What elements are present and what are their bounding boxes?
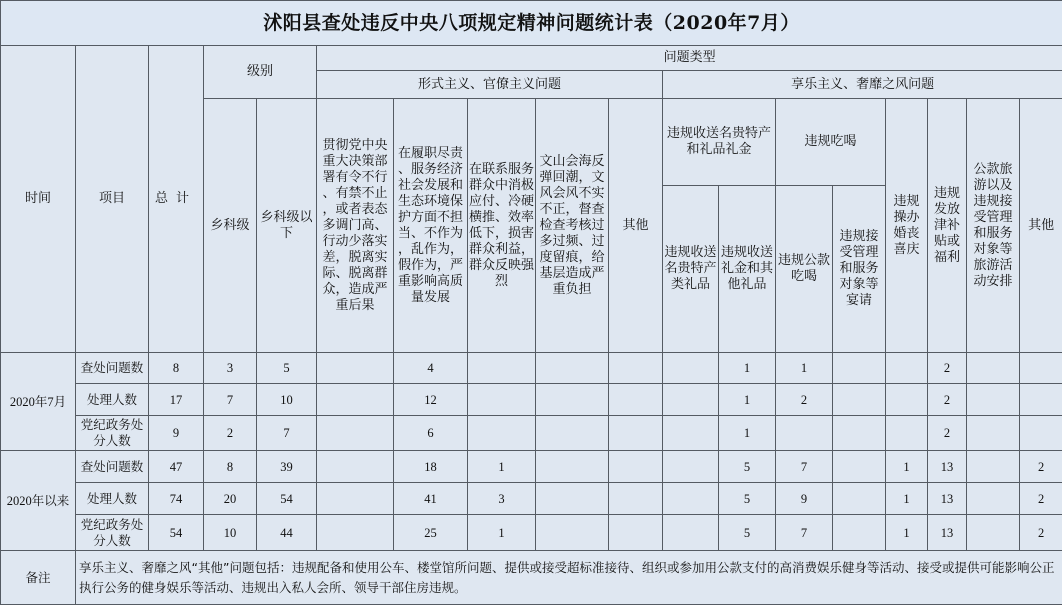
table-row: [1, 353, 1062, 384]
row-item-label: 查处问题数: [76, 451, 149, 483]
value-cell: [536, 451, 609, 483]
header-dining-banquets: 违规接受管理和服务对象等宴请: [833, 186, 886, 353]
value-cell: [536, 483, 609, 515]
value-cell: 13: [928, 515, 967, 551]
value-cell: 5: [719, 451, 776, 483]
value-cell: 1: [719, 384, 776, 416]
value-cell: [536, 353, 609, 384]
value-cell: [468, 384, 536, 416]
value-cell: 1: [468, 451, 536, 483]
value-cell: [1020, 384, 1062, 416]
value-cell: 12: [394, 384, 468, 416]
value-cell: [317, 353, 394, 384]
header-formalism-col-1: 贯彻党中央重大决策部署有令不行、有禁不止，或者表态多调门高、行动少落实差，脱离实际、脱离群众，造成严重后果: [317, 99, 394, 353]
header-formalism-other: 其他: [609, 99, 663, 353]
header-formalism-col-3: 在联系服务群众中消极应付、冷硬横推、效率低下，损害群众利益，群众反映强烈: [468, 99, 536, 353]
value-cell: [609, 451, 663, 483]
row-item-label: 查处问题数: [76, 353, 149, 384]
header-time: 时间: [1, 46, 76, 353]
value-cell: [967, 515, 1020, 551]
value-cell: 54: [149, 515, 204, 551]
value-cell: 9: [149, 416, 204, 451]
value-cell: [663, 384, 719, 416]
value-cell: 3: [468, 483, 536, 515]
header-level-below-township: 乡科级以下: [257, 99, 317, 353]
value-cell: 5: [719, 515, 776, 551]
table-row: [1, 384, 1062, 416]
value-cell: [886, 384, 928, 416]
header-allowances: 违规发放津补贴或福利: [928, 99, 967, 353]
value-cell: [468, 353, 536, 384]
value-cell: 41: [394, 483, 468, 515]
value-cell: [317, 483, 394, 515]
value-cell: [663, 451, 719, 483]
value-cell: 4: [394, 353, 468, 384]
header-item: 项目: [76, 46, 149, 353]
header-hedonism: 享乐主义、奢靡之风问题: [663, 71, 1062, 99]
remark-text: 享乐主义、奢靡之风“其他”问题包括：违规配备和使用公车、楼堂馆所问题、提供或接受超标准接待、组织或参加用公款支付的高消费娱乐健身等活动、接受或提供可能影响公正执行公务的健身娱乐等活动、违规出入私人会所、领导干部住房违规。: [76, 551, 1062, 605]
value-cell: 2: [928, 384, 967, 416]
value-cell: 25: [394, 515, 468, 551]
value-cell: [886, 416, 928, 451]
table-row: [1, 451, 1062, 483]
value-cell: [609, 353, 663, 384]
value-cell: 10: [257, 384, 317, 416]
header-formalism-col-2: 在履职尽责、服务经济社会发展和生态环境保护方面不担当、不作为，乱作为，假作为，严重影响高质量发展: [394, 99, 468, 353]
header-gift-specialty: 违规收送名贵特产类礼品: [663, 186, 719, 353]
header-row-1: [1, 46, 1062, 71]
table-header: [1, 1, 1062, 353]
value-cell: [663, 515, 719, 551]
header-level-township: 乡科级: [204, 99, 257, 353]
value-cell: 10: [204, 515, 257, 551]
header-weddings-funerals: 违规操办婚丧喜庆: [886, 99, 928, 353]
value-cell: 47: [149, 451, 204, 483]
value-cell: 5: [257, 353, 317, 384]
value-cell: [317, 451, 394, 483]
table-row: [1, 483, 1062, 515]
value-cell: 1: [886, 515, 928, 551]
value-cell: [663, 483, 719, 515]
value-cell: [967, 353, 1020, 384]
value-cell: [776, 416, 833, 451]
value-cell: 5: [719, 483, 776, 515]
value-cell: [833, 353, 886, 384]
value-cell: [1020, 353, 1062, 384]
value-cell: [967, 451, 1020, 483]
value-cell: [663, 353, 719, 384]
value-cell: 1: [468, 515, 536, 551]
value-cell: 2: [204, 416, 257, 451]
header-dining-public-funds: 违规公款吃喝: [776, 186, 833, 353]
value-cell: [536, 384, 609, 416]
title-row: [1, 1, 1062, 46]
row-item-label: 党纪政务处分人数: [76, 515, 149, 551]
value-cell: 2: [776, 384, 833, 416]
value-cell: [833, 384, 886, 416]
header-gift-money: 违规收送礼金和其他礼品: [719, 186, 776, 353]
value-cell: 18: [394, 451, 468, 483]
value-cell: [833, 416, 886, 451]
value-cell: 7: [776, 451, 833, 483]
value-cell: 17: [149, 384, 204, 416]
value-cell: 1: [719, 353, 776, 384]
value-cell: 20: [204, 483, 257, 515]
value-cell: [609, 384, 663, 416]
remark-label: 备注: [1, 551, 76, 605]
header-total: 总计: [149, 46, 204, 353]
value-cell: 2: [1020, 483, 1062, 515]
value-cell: [609, 515, 663, 551]
remark-row: [1, 551, 1062, 605]
value-cell: 6: [394, 416, 468, 451]
value-cell: 54: [257, 483, 317, 515]
table-footer: [1, 551, 1062, 605]
header-gift-group: 违规收送名贵特产和礼品礼金: [663, 99, 776, 186]
header-formalism: 形式主义、官僚主义问题: [317, 71, 663, 99]
header-travel: 公款旅游以及违规接受管理和服务对象等旅游活动安排: [967, 99, 1020, 353]
table-row: [1, 416, 1062, 451]
value-cell: 44: [257, 515, 317, 551]
value-cell: [317, 384, 394, 416]
value-cell: [833, 483, 886, 515]
header-problem-type: 问题类型: [317, 46, 1062, 71]
value-cell: 8: [204, 451, 257, 483]
value-cell: 74: [149, 483, 204, 515]
header-formalism-col-4: 文山会海反弹回潮，文风会风不实不正，督查检查考核过多过频、过度留痕，给基层造成严重负担: [536, 99, 609, 353]
table-title: 沭阳县查处违反中央八项规定精神问题统计表（2020年7月）: [1, 1, 1062, 46]
value-cell: 2: [1020, 451, 1062, 483]
header-dining-group: 违规吃喝: [776, 99, 886, 186]
value-cell: 3: [204, 353, 257, 384]
header-hedonism-other: 其他: [1020, 99, 1062, 353]
value-cell: [967, 483, 1020, 515]
value-cell: [833, 515, 886, 551]
value-cell: [886, 353, 928, 384]
value-cell: 13: [928, 451, 967, 483]
value-cell: [967, 384, 1020, 416]
period-label: 2020年以来: [1, 451, 76, 551]
value-cell: 1: [886, 483, 928, 515]
row-item-label: 处理人数: [76, 384, 149, 416]
value-cell: [609, 416, 663, 451]
value-cell: [536, 416, 609, 451]
value-cell: [1020, 416, 1062, 451]
value-cell: 9: [776, 483, 833, 515]
value-cell: [317, 416, 394, 451]
period-label: 2020年7月: [1, 353, 76, 451]
value-cell: 7: [257, 416, 317, 451]
value-cell: 2: [1020, 515, 1062, 551]
row-item-label: 党纪政务处分人数: [76, 416, 149, 451]
value-cell: [663, 416, 719, 451]
value-cell: [609, 483, 663, 515]
value-cell: 2: [928, 416, 967, 451]
table-body: [1, 353, 1062, 551]
row-item-label: 处理人数: [76, 483, 149, 515]
value-cell: 39: [257, 451, 317, 483]
value-cell: 7: [776, 515, 833, 551]
value-cell: 1: [776, 353, 833, 384]
value-cell: [967, 416, 1020, 451]
value-cell: 8: [149, 353, 204, 384]
value-cell: [317, 515, 394, 551]
table-row: [1, 515, 1062, 551]
value-cell: 13: [928, 483, 967, 515]
value-cell: 7: [204, 384, 257, 416]
value-cell: 2: [928, 353, 967, 384]
value-cell: [536, 515, 609, 551]
value-cell: 1: [886, 451, 928, 483]
header-level: 级别: [204, 46, 317, 99]
value-cell: 1: [719, 416, 776, 451]
value-cell: [468, 416, 536, 451]
value-cell: [833, 451, 886, 483]
